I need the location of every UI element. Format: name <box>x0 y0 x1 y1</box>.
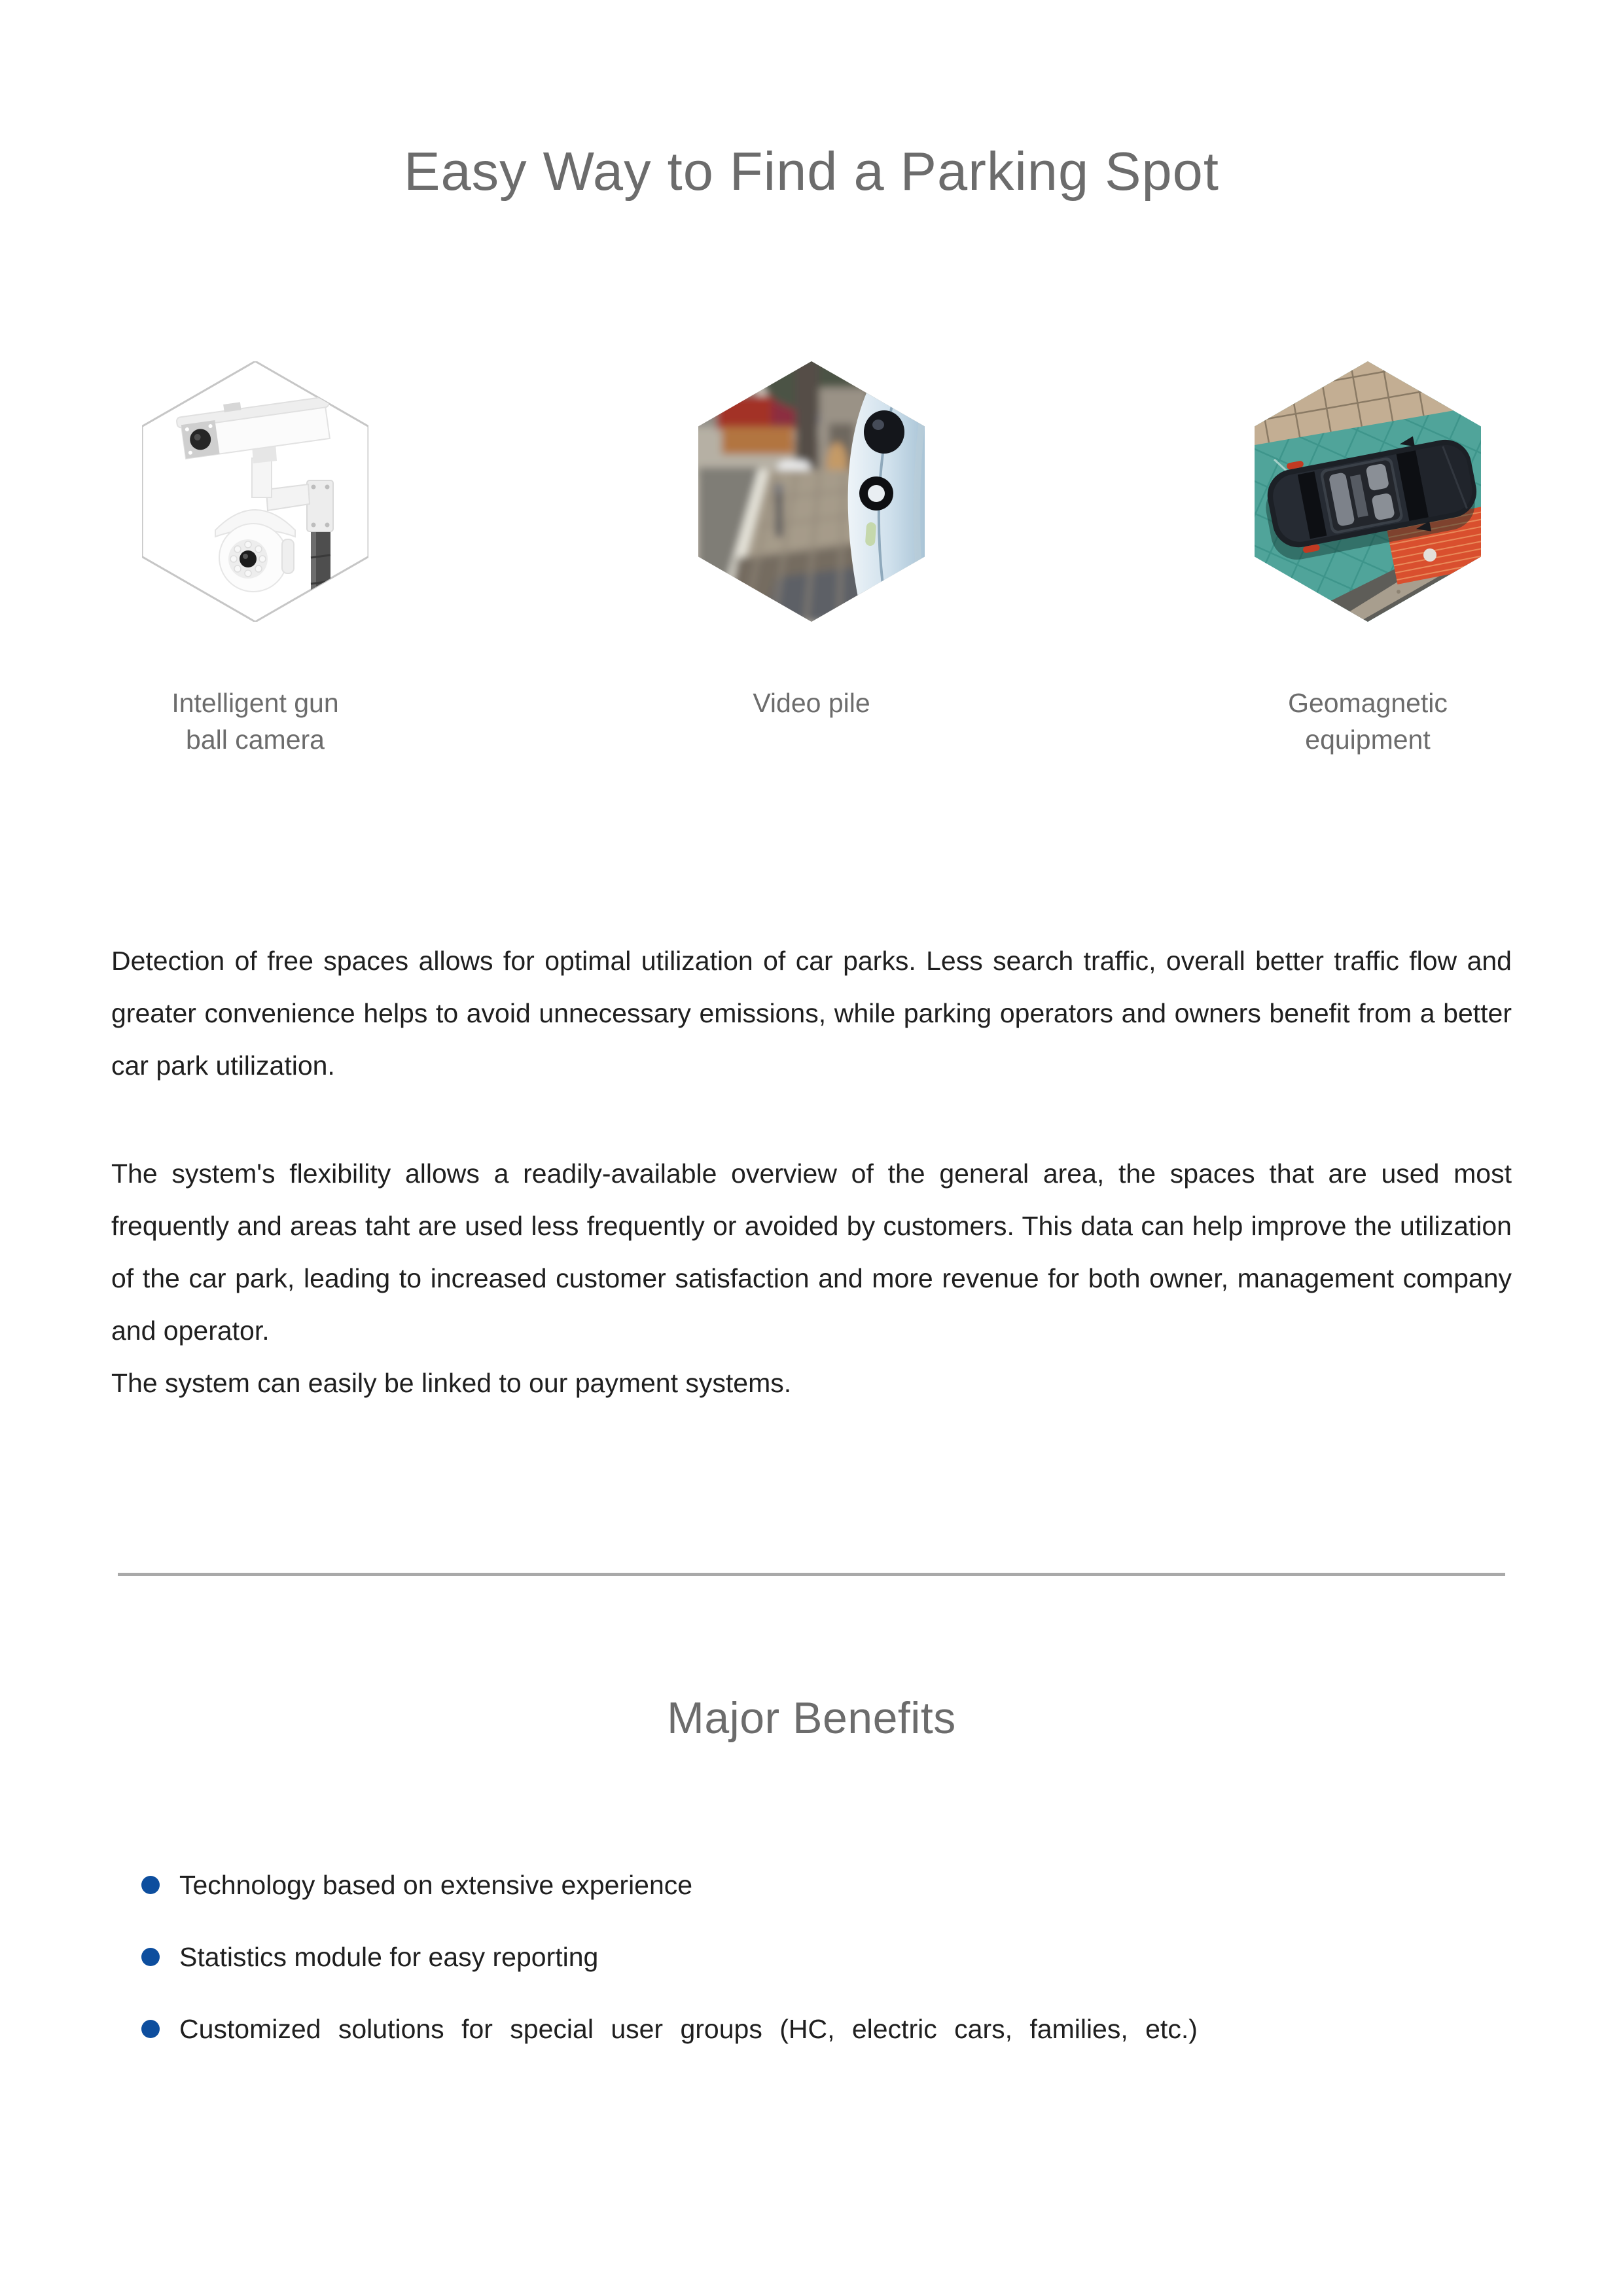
geomagnetic-equipment-image <box>1255 361 1481 622</box>
intro-paragraph: Detection of free spaces allows for optimal utilization of car parks. Less search traffic, overall better traffic flow and greater convenience helps to avoid unnecessary emissions, while parking operators and owners benefit from a better car park utilization. <box>111 946 1512 1081</box>
intro-text <box>111 935 1512 1419</box>
benefits-list <box>111 1869 1512 2045</box>
benefits-heading: Major Benefits <box>667 1693 956 1743</box>
benefit-text: Technology based on extensive experience <box>179 1870 693 1900</box>
bullet-dot-icon <box>141 1876 160 1894</box>
equipment-item <box>1217 361 1518 758</box>
benefit-item <box>111 2013 1512 2045</box>
benefit-text: Customized solutions for special user groups (HC, electric cars, families, etc.) <box>179 2014 1198 2044</box>
equipment-caption: Intelligent gun ball camera <box>171 688 339 755</box>
benefit-item <box>111 1869 1512 1901</box>
intro-paragraph: The system's flexibility allows a readily-available overview of the general area, the spaces that are used most frequently and areas taht are used less frequently or avoided by customers. This data can help improve the utilization of the car park, leading to increased customer satisfaction and more revenue for both owner, management company and operator. <box>111 1158 1512 1346</box>
benefit-item <box>111 1941 1512 1973</box>
equipment-caption: Video pile <box>753 688 870 718</box>
benefit-text: Statistics module for easy reporting <box>179 1942 599 1972</box>
intro-paragraph: The system can easily be linked to our payment systems. <box>111 1368 792 1398</box>
page-title: Easy Way to Find a Parking Spot <box>404 141 1219 202</box>
equipment-item <box>661 361 962 758</box>
equipment-caption: Geomagnetic equipment <box>1288 688 1448 755</box>
intelligent-gun-ball-camera-image <box>142 361 368 622</box>
equipment-row <box>105 361 1518 758</box>
bullet-dot-icon <box>141 1948 160 1966</box>
section-divider <box>118 1573 1505 1576</box>
bullet-dot-icon <box>141 2020 160 2038</box>
equipment-item <box>105 361 406 758</box>
video-pile-image <box>698 361 925 622</box>
